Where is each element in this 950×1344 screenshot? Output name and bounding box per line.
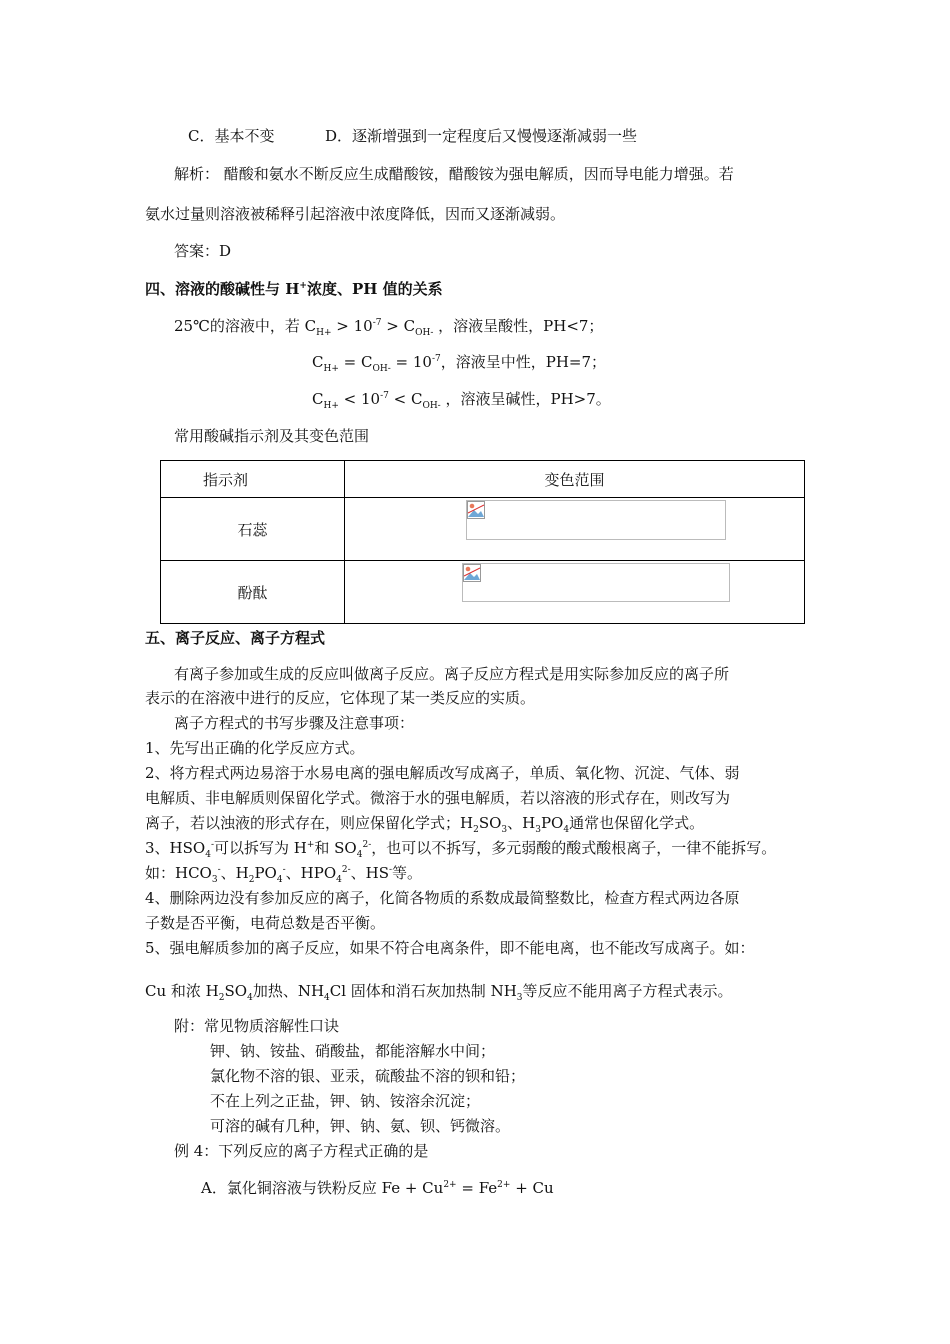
ionic-steps-title: 离子方程式的书写步骤及注意事项：: [174, 714, 415, 732]
text: ，也可以不拆写，多元弱酸的酸式酸根离子，一律不能拆写。: [371, 839, 777, 857]
step-1: 1、先写出正确的化学反应方式。: [145, 739, 365, 757]
c-oh-sub: OH-: [422, 401, 441, 411]
option-c: C．基本不变: [188, 127, 275, 145]
sup: -: [282, 865, 286, 875]
rhyme-line-2: 氯化物不溶的银、亚汞，硫酸盐不溶的钡和铅；: [210, 1067, 526, 1085]
c-h-sub: H+: [316, 328, 332, 338]
sup: 2-: [341, 865, 351, 875]
acidic-prefix: 25℃的溶液中，若 C: [174, 317, 317, 335]
sub: 4: [324, 993, 330, 1003]
heading-4-prefix: 四、溶液的酸碱性与 H: [145, 280, 300, 298]
sub: 3: [535, 825, 541, 835]
c-oh-sub: OH-: [372, 364, 391, 374]
example-4-question: 例 4：下列反应的离子方程式正确的是: [174, 1142, 429, 1160]
step-4-line-1: 4、删除两边没有参加反应的离子，化简各物质的系数成最简整数比，检查方程式两边各原: [145, 889, 740, 907]
text: 等。: [392, 864, 423, 882]
sup: 2+: [443, 1180, 457, 1190]
c-h-sub: H+: [323, 401, 339, 411]
heading-4-suffix: 浓度、PH 值的关系: [306, 280, 443, 298]
text: 、HPO: [285, 864, 337, 882]
rhyme-line-3: 不在上列之正盐，钾、钠、铵溶余沉淀；: [210, 1092, 481, 1110]
exp-neg7: -7: [380, 391, 389, 401]
acidity-acidic-line: [174, 316, 603, 336]
step-5-line-1: 5、强电解质参加的离子反应，如果不符合电离条件，即不能电离，也不能改写成离子。如：: [145, 939, 755, 957]
sup: 2-: [362, 840, 372, 850]
gt-c: > C: [381, 317, 416, 335]
sub: 2: [473, 825, 479, 835]
indicator-name: 酚酞: [161, 561, 345, 624]
sub: 4: [336, 875, 342, 885]
table-row: [161, 561, 805, 624]
text: 离子，若以浊液的形式存在，则应保留化学式；H: [145, 814, 474, 832]
text: SO: [478, 814, 502, 832]
rhyme-line-4: 可溶的碱有几种，钾、钠、氨、钡、钙微溶。: [210, 1117, 511, 1135]
text: 等反应不能用离子方程式表示。: [522, 982, 733, 1000]
indicator-table-title: 常用酸碱指示剂及其变色范围: [174, 427, 370, 445]
color-range-cell: [345, 498, 805, 561]
step-3-line-2: [145, 863, 422, 883]
table-row: [161, 498, 805, 561]
sub: 4: [205, 850, 211, 860]
answer-line: 答案：D: [174, 242, 232, 260]
eq-ten: = 10: [390, 353, 432, 371]
broken-image-placeholder: [466, 500, 726, 540]
lt-ten: < 10: [338, 390, 381, 408]
text: 加热、NH: [252, 982, 325, 1000]
header-color-range: 变色范围: [345, 461, 805, 498]
lt-c: < C: [388, 390, 423, 408]
text: A．氯化铜溶液与铁粉反应 Fe + Cu: [201, 1179, 444, 1197]
text: SO: [224, 982, 248, 1000]
acidity-neutral-line: [312, 352, 606, 372]
text: = Fe: [456, 1179, 498, 1197]
step-2-line-2: 电解质、非电解质则保留化学式。微溶于水的强电解质，若以溶液的形式存在，则改写为: [145, 789, 731, 807]
section-heading-4: [145, 279, 443, 299]
text: 通常也保留化学式。: [569, 814, 705, 832]
sub: 2: [218, 993, 225, 1003]
sup: -: [389, 865, 393, 875]
sup: -: [217, 865, 221, 875]
sup: -: [210, 840, 214, 850]
text: 3、HSO: [145, 839, 206, 857]
gt-ten: > 10: [331, 317, 373, 335]
header-indicator: 指示剂: [161, 461, 345, 498]
sub: 3: [516, 993, 523, 1003]
step-5-line-2: [145, 981, 733, 1001]
broken-image-icon: [463, 564, 481, 582]
step-2-line-3: [145, 813, 704, 833]
h-plus-sup: +: [299, 281, 307, 291]
acidic-text: ，溶液呈酸性，PH<7；: [433, 317, 604, 335]
appendix-title: 附：常见物质溶解性口诀: [174, 1017, 340, 1035]
option-a: [201, 1178, 554, 1198]
ionic-para-line-2: 表示的在溶液中进行的反应，它体现了某一类反应的实质。: [145, 689, 536, 707]
broken-image-icon: [467, 501, 485, 519]
text: 和 SO: [314, 839, 357, 857]
eq-c: = C: [338, 353, 373, 371]
ionic-para-line-1: 有离子参加或生成的反应叫做离子反应。离子反应方程式是用实际参加反应的离子所: [174, 665, 730, 683]
color-range-cell: [345, 561, 805, 624]
text: 、HS: [350, 864, 389, 882]
sub: 4: [247, 993, 253, 1003]
sup: +: [306, 840, 315, 850]
text: PO: [254, 864, 277, 882]
step-4-line-2: 子数是否平衡，电荷总数是否平衡。: [145, 914, 386, 932]
text: 如：HCO: [145, 864, 212, 882]
c-symbol: C: [312, 353, 324, 371]
sub: 3: [211, 875, 218, 885]
sub: 2: [248, 875, 255, 885]
step-3-line-1: [145, 838, 776, 858]
text: 、H: [507, 814, 536, 832]
neutral-text: ，溶液呈中性，PH=7；: [440, 353, 607, 371]
text: Cl 固体和消石灰加热制 NH: [329, 982, 517, 1000]
sub: 4: [356, 850, 363, 860]
c-oh-sub: OH-: [415, 328, 434, 338]
basic-text: ，溶液呈碱性，PH>7。: [440, 390, 611, 408]
acidity-basic-line: [312, 389, 611, 409]
analysis-line-1: 解析： 醋酸和氨水不断反应生成醋酸铵，醋酸铵为强电解质，因而导电能力增强。若: [174, 165, 734, 183]
sup: 2+: [497, 1180, 511, 1190]
sub: 3: [501, 825, 508, 835]
indicator-table: [160, 460, 805, 624]
sub: 4: [563, 825, 570, 835]
c-h-sub: H+: [323, 364, 339, 374]
analysis-line-2: 氨水过量则溶液被稀释引起溶液中浓度降低，因而又逐渐减弱。: [145, 205, 566, 223]
text: Cu 和浓 H: [145, 982, 219, 1000]
text: + Cu: [510, 1179, 554, 1197]
text: 、H: [220, 864, 249, 882]
indicator-name: 石蕊: [161, 498, 345, 561]
exp-neg7: -7: [372, 318, 382, 328]
sub: 4: [276, 875, 283, 885]
c-symbol: C: [312, 390, 324, 408]
step-2-line-1: 2、将方程式两边易溶于水易电离的强电解质改写成离子，单质、氧化物、沉淀、气体、弱: [145, 764, 740, 782]
table-header-row: [161, 461, 805, 498]
text: 可以拆写为 H: [213, 839, 307, 857]
text: PO: [540, 814, 564, 832]
section-heading-5: 五、离子反应、离子方程式: [145, 629, 326, 647]
broken-image-placeholder: [462, 563, 730, 602]
rhyme-line-1: 钾、钠、铵盐、硝酸盐，都能溶解水中间；: [210, 1042, 496, 1060]
exp-neg7: -7: [431, 354, 441, 364]
option-d: D．逐渐增强到一定程度后又慢慢逐渐减弱一些: [325, 127, 638, 145]
